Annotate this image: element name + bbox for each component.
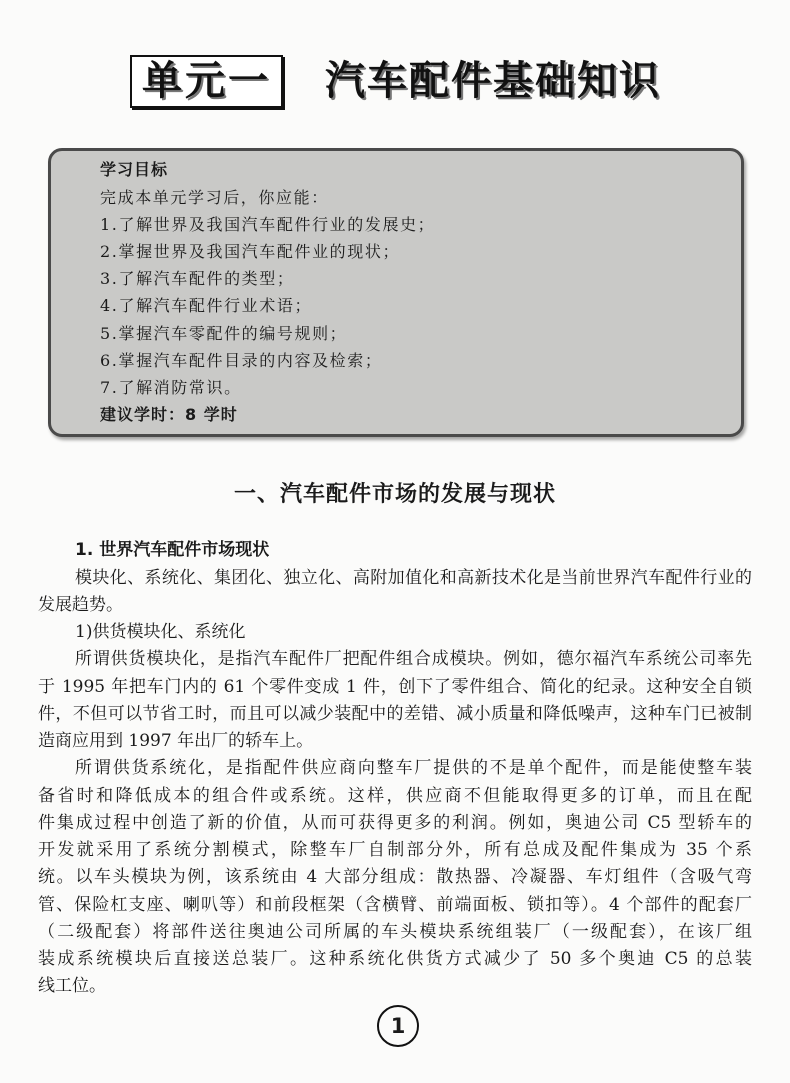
body-line: 线工位。	[38, 976, 106, 997]
suggested-hours: 建议学时：8 学时	[100, 405, 238, 425]
objective-item: 1.了解世界及我国汽车配件行业的发展史；	[100, 214, 436, 234]
body-line: 所谓供货模块化，是指汽车配件厂把配件组合成模块。例如，德尔福汽车系统公司率先	[75, 649, 752, 670]
objective-item: 4.了解汽车配件行业术语；	[100, 296, 313, 316]
body-line: 件集成过程中创造了新的价值，从而可获得更多的利润。例如，奥迪公司 C5 型轿车的	[38, 812, 752, 833]
body-line: 装成系统模块后直接送总装厂。这种系统化供货方式减少了 50 多个奥迪 C5 的总装	[38, 949, 752, 970]
unit-label: 单元一	[142, 58, 271, 104]
section-heading: 一、汽车配件市场的发展与现状	[233, 482, 556, 507]
objective-item: 2.掌握世界及我国汽车配件业的现状；	[100, 241, 401, 261]
body-line: 统。以车头模块为例，该系统由 4 大部分组成：散热器、冷凝器、车灯组件（含吸气弯	[38, 867, 752, 888]
body-line: 所谓供货系统化，是指配件供应商向整车厂提供的不是单个配件，而是能使整车装	[75, 758, 752, 779]
item-heading: 1)供货模块化、系统化	[75, 622, 246, 643]
body-line: （二级配套）将部件送往奥迪公司所属的车头模块系统组装厂（一级配套），在该厂组	[38, 921, 752, 942]
objectives-heading: 学习目标	[100, 160, 169, 180]
objective-item: 6.掌握汽车配件目录的内容及检索；	[100, 350, 383, 370]
body-line: 件，不但可以节省工时，而且可以减少装配中的差错、减小质量和降低噪声，这种车门已被制	[38, 703, 752, 724]
body-line: 于 1995 年把车门内的 61 个零件变成 1 件，创下了零件组合、简化的纪录。这种安全自锁	[38, 676, 752, 697]
learning-objectives-box	[48, 148, 744, 437]
unit-title: 汽车配件基础知识	[325, 58, 661, 104]
body-line: 模块化、系统化、集团化、独立化、高附加值化和高新技术化是当前世界汽车配件行业的	[75, 567, 752, 588]
page-number: 1	[377, 1005, 419, 1047]
body-line: 发展趋势。	[38, 594, 123, 615]
subheading: 1. 世界汽车配件市场现状	[75, 540, 270, 561]
body-line: 备省时和降低成本的组合件或系统。这样，供应商不但能取得更多的订单，而且在配	[38, 785, 752, 806]
objectives-intro: 完成本单元学习后，你应能：	[100, 187, 329, 207]
objective-item: 3.了解汽车配件的类型；	[100, 269, 295, 289]
body-line: 造商应用到 1997 年出厂的轿车上。	[38, 731, 314, 752]
unit-label-box	[130, 55, 283, 108]
objective-item: 5.掌握汽车零配件的编号规则；	[100, 323, 348, 343]
body-text	[38, 537, 752, 1000]
objective-item: 7.了解消防常识。	[100, 377, 242, 397]
body-line: 管、保险杠支座、喇叭等）和前段框架（含横臂、前端面板、锁扣等）。4 个部件的配套厂	[38, 894, 752, 915]
body-line: 开发就采用了系统分割模式，除整车厂自制部分外，所有总成及配件集成为 35 个系	[38, 840, 752, 861]
